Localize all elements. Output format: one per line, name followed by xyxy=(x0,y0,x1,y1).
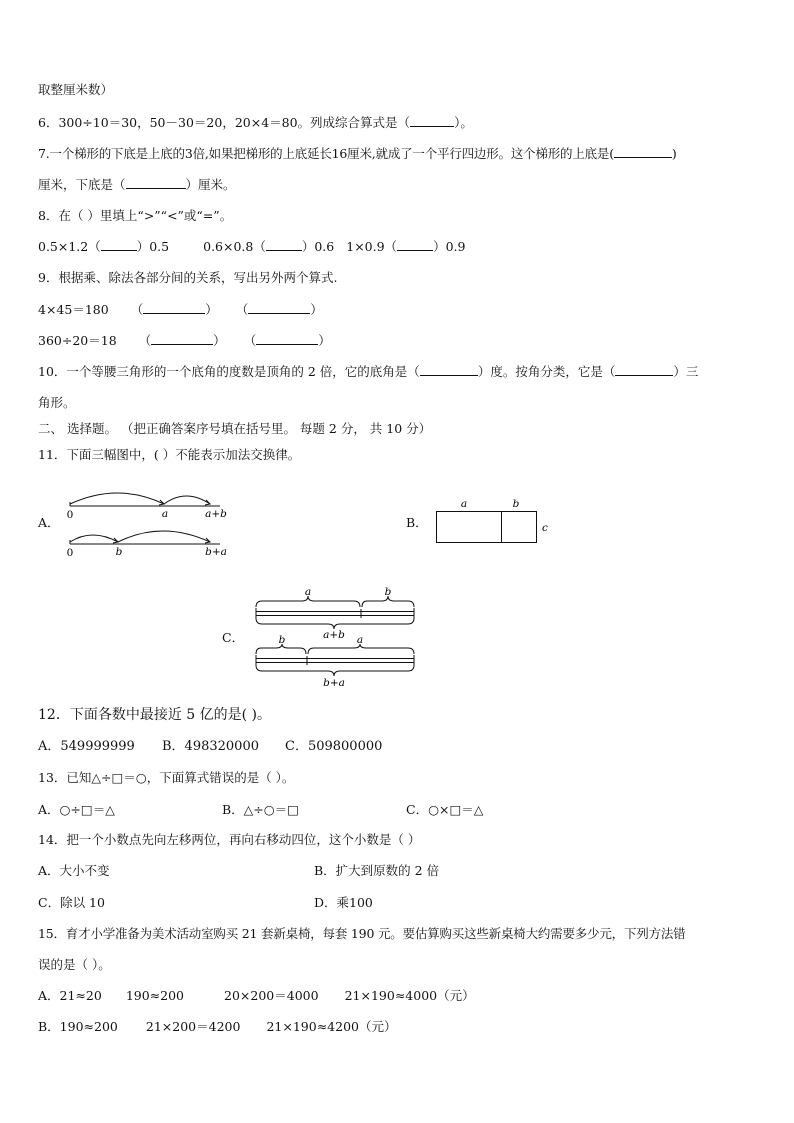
q8-item1-left: 0.5×1.2（ xyxy=(38,239,101,254)
q9-blank-4[interactable] xyxy=(256,333,318,345)
fig-a-label-a: a xyxy=(161,508,169,520)
q9-eq1: 4×45＝180 xyxy=(38,302,109,317)
q11-option-a-label[interactable]: A． xyxy=(38,515,60,530)
q15-b-part1: B．190≈200 xyxy=(38,1019,118,1034)
q8-items xyxy=(38,239,465,255)
q10-blank-2[interactable] xyxy=(615,364,673,376)
q12-option-b[interactable]: B．498320000 xyxy=(162,739,259,754)
q14-option-a[interactable]: A．大小不变 xyxy=(38,863,110,878)
q7-text-2: 厘米，下底是（ xyxy=(38,177,126,192)
q9-stem: 9．根据乘、除法各部分间的关系，写出另外两个算式. xyxy=(38,270,338,285)
question-10-line1 xyxy=(38,364,698,380)
q6-text: 6．300÷10＝30，50－30＝20，20×4＝80。列成综合算式是（ xyxy=(38,115,411,130)
fig-c-label-a-top: a xyxy=(304,586,312,598)
q15-option-b[interactable] xyxy=(38,1019,396,1035)
q8-item3-left: 1×0.9（ xyxy=(346,239,398,254)
fig-b-label-c: c xyxy=(542,522,548,534)
q9-blank-3[interactable] xyxy=(151,333,213,345)
fig-a-label-b: b xyxy=(115,546,123,558)
q11-figure-a xyxy=(60,482,250,568)
q15-a-part3: 20×200＝4000 xyxy=(224,988,319,1003)
fig-a-label-apb: a+b xyxy=(205,508,227,520)
q13-option-a[interactable]: A．○÷□＝△ xyxy=(38,802,115,817)
q6-text-end: ）。 xyxy=(454,115,473,130)
question-7-line1 xyxy=(38,146,677,162)
q14-option-d[interactable]: D．乘100 xyxy=(314,895,373,910)
q11-option-b-label[interactable]: B． xyxy=(406,515,428,530)
q15-a-part4: 21×190≈4000（元） xyxy=(344,988,475,1003)
q7-paren: ) xyxy=(671,146,677,161)
question-6 xyxy=(38,115,473,131)
q10-line2: 角形。 xyxy=(38,395,76,410)
q10-text-a: 10．一个等腰三角形的一个底角的度数是顶角的 2 倍，它的底角是（ xyxy=(38,364,420,379)
q12-stem: 12．下面各数中最接近 5 亿的是( )。 xyxy=(38,707,271,723)
q7-blank-bottom[interactable] xyxy=(126,177,186,189)
q11-figure-b xyxy=(430,492,560,552)
q14-option-c[interactable]: C．除以 10 xyxy=(38,895,105,910)
q8-item2-left: 0.6×0.8（ xyxy=(203,239,266,254)
fig-c-label-b-top: b xyxy=(384,586,392,598)
fig-a-label-bpa: b+a xyxy=(205,546,227,558)
fig-c-label-bpa: b+a xyxy=(323,677,345,689)
q13-stem: 13．已知△÷□＝○，下面算式错误的是（ ）。 xyxy=(38,770,295,785)
q9-row2: 360÷20＝18 （ ） （ ） xyxy=(38,333,331,348)
fig-a-zero-2: 0 xyxy=(66,547,74,559)
q9-eq2: 360÷20＝18 xyxy=(38,333,117,348)
q13-option-b[interactable]: B．△÷○＝□ xyxy=(222,802,299,817)
q7-text: 7.一个梯形的下底是上底的3倍,如果把梯形的上底延长16厘米,就成了一个平行四边形。这个梯形的上底是( xyxy=(38,146,614,161)
q9-row1: 4×45＝180 （ ） （ ） xyxy=(38,302,323,317)
q7-blank-top[interactable] xyxy=(614,146,672,158)
q11-figure-c xyxy=(248,582,420,696)
q7-text-3: ）厘米。 xyxy=(185,177,236,192)
q15-option-a[interactable] xyxy=(38,988,475,1004)
q15-stem-line2: 误的是（ ）。 xyxy=(38,957,111,972)
q8-item2-right: ）0.6 xyxy=(301,239,335,254)
q9-blank-2[interactable] xyxy=(248,302,310,314)
q6-blank[interactable] xyxy=(410,115,454,127)
q8-blank-1[interactable] xyxy=(101,239,137,251)
q10-blank-1[interactable] xyxy=(420,364,478,376)
question-7-line2 xyxy=(38,177,236,193)
q15-stem-line1: 15．育才小学准备为美术活动室购买 21 套新桌椅，每套 190 元。要估算购买这些新桌椅大约需要多少元，下列方法错 xyxy=(38,926,686,941)
q15-a-part1: A．21≈20 xyxy=(38,988,102,1003)
q14-stem: 14．把一个小数点先向左移两位，再向右移动四位，这个小数是（ ） xyxy=(38,832,421,847)
q15-a-part2: 190≈200 xyxy=(125,988,185,1003)
q8-stem: 8．在（ ）里填上“>”“<”或“=”。 xyxy=(38,208,233,223)
fig-c-label-a-mid: a xyxy=(356,634,364,646)
q9-blank-1[interactable] xyxy=(143,302,205,314)
fig-c-label-apb: a+b xyxy=(323,629,345,641)
q12-option-c[interactable]: C．509800000 xyxy=(285,739,383,754)
fig-b-label-a: a xyxy=(460,498,468,510)
fig-a-zero-1: 0 xyxy=(66,509,74,521)
q12-option-a[interactable]: A．549999999 xyxy=(38,739,135,754)
q10-text-b: ）度。按角分类，它是（ xyxy=(477,364,616,379)
q8-item3-right: ）0.9 xyxy=(433,239,466,254)
q11-option-c-label[interactable]: C． xyxy=(222,630,245,645)
q15-b-part3: 21×190≈4200（元） xyxy=(266,1019,397,1034)
q11-stem: 11．下面三幅图中，( ）不能表示加法交换律。 xyxy=(38,447,301,462)
q10-text-c: ）三 xyxy=(673,364,699,379)
fig-c-label-b-mid: b xyxy=(278,634,286,646)
q15-b-part2: 21×200＝4200 xyxy=(145,1019,241,1034)
q8-blank-2[interactable] xyxy=(266,239,302,251)
q8-item1-right: ）0.5 xyxy=(136,239,170,254)
q8-blank-3[interactable] xyxy=(397,239,433,251)
section-2-heading: 二、 选择题。 （把正确答案序号填在括号里。 每题 2 分， 共 10 分） xyxy=(38,421,432,436)
q5-tail: 取整厘米数） xyxy=(38,82,114,97)
q14-option-b[interactable]: B．扩大到原数的 2 倍 xyxy=(314,863,440,878)
fig-b-label-b: b xyxy=(512,498,520,510)
q13-option-c[interactable]: C．○×□＝△ xyxy=(406,802,484,817)
